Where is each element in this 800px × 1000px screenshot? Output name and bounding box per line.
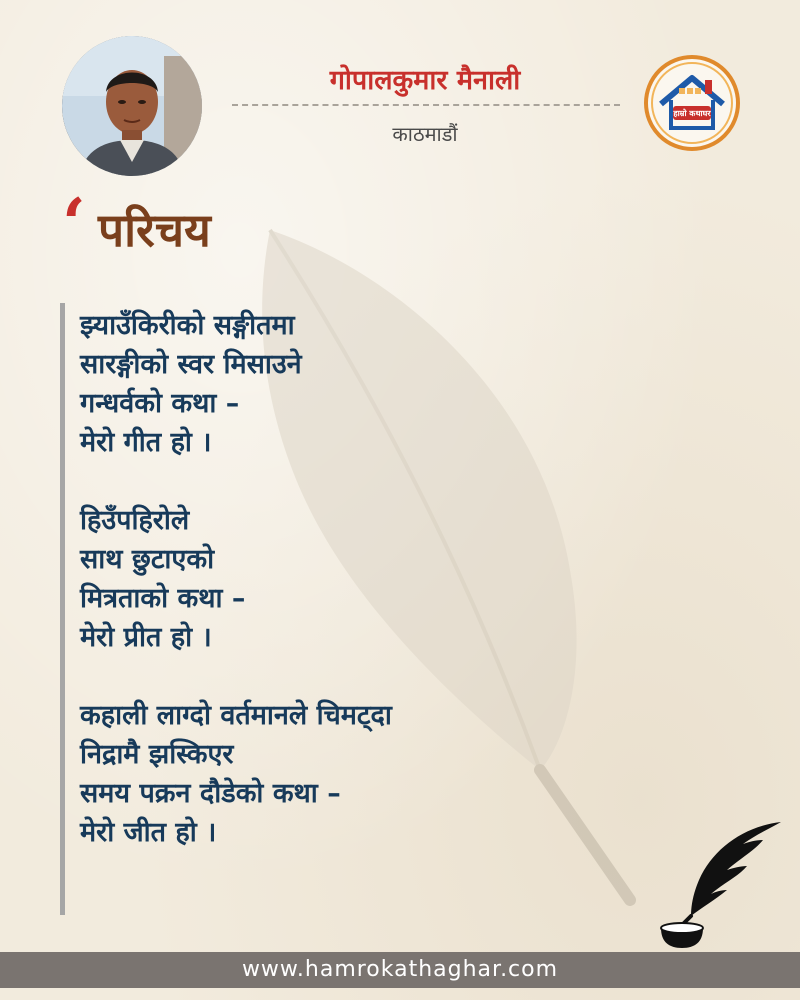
header-divider	[232, 104, 620, 106]
quill-inkpot-icon	[655, 820, 790, 950]
poem-line: मेरो प्रीत हो ।	[80, 622, 212, 653]
author-avatar	[62, 36, 202, 176]
poem-line: हिउँपहिरोले	[80, 505, 190, 536]
poem-line: निद्रामै झस्किएर	[80, 739, 234, 770]
poem-body	[80, 306, 600, 891]
website-footer[interactable]: www.hamrokathaghar.com	[0, 952, 800, 988]
poem-line: मित्रताको कथा –	[80, 583, 246, 614]
poem-stanza	[80, 696, 600, 852]
author-portrait-icon	[62, 36, 202, 176]
logo-text: हाम्रो कथाघर	[673, 109, 711, 118]
poem-line: सारङ्गीको स्वर मिसाउने	[80, 349, 302, 380]
poem-stanza	[80, 501, 600, 657]
house-logo-icon	[643, 54, 741, 152]
poem-title: परिचय	[98, 203, 211, 257]
title-quote-mark: ‘	[62, 184, 86, 264]
author-name: गोपालकुमार मैनाली	[329, 65, 521, 96]
poem-line: कहाली लाग्दो वर्तमानले चिमट्दा	[80, 700, 392, 731]
author-place: काठमाडौं	[392, 122, 458, 146]
poem-line: मेरो जीत हो ।	[80, 817, 217, 848]
poem-line: झ्याउँकिरीको सङ्गीतमा	[80, 310, 295, 341]
poem-stanza	[80, 306, 600, 462]
poem-line: गन्धर्वको कथा –	[80, 388, 240, 419]
poem-side-bar	[60, 303, 65, 915]
poem-line: साथ छुटाएको	[80, 544, 215, 575]
poem-line: समय पक्रन दौडेको कथा –	[80, 778, 341, 809]
poem-line: मेरो गीत हो ।	[80, 427, 212, 458]
